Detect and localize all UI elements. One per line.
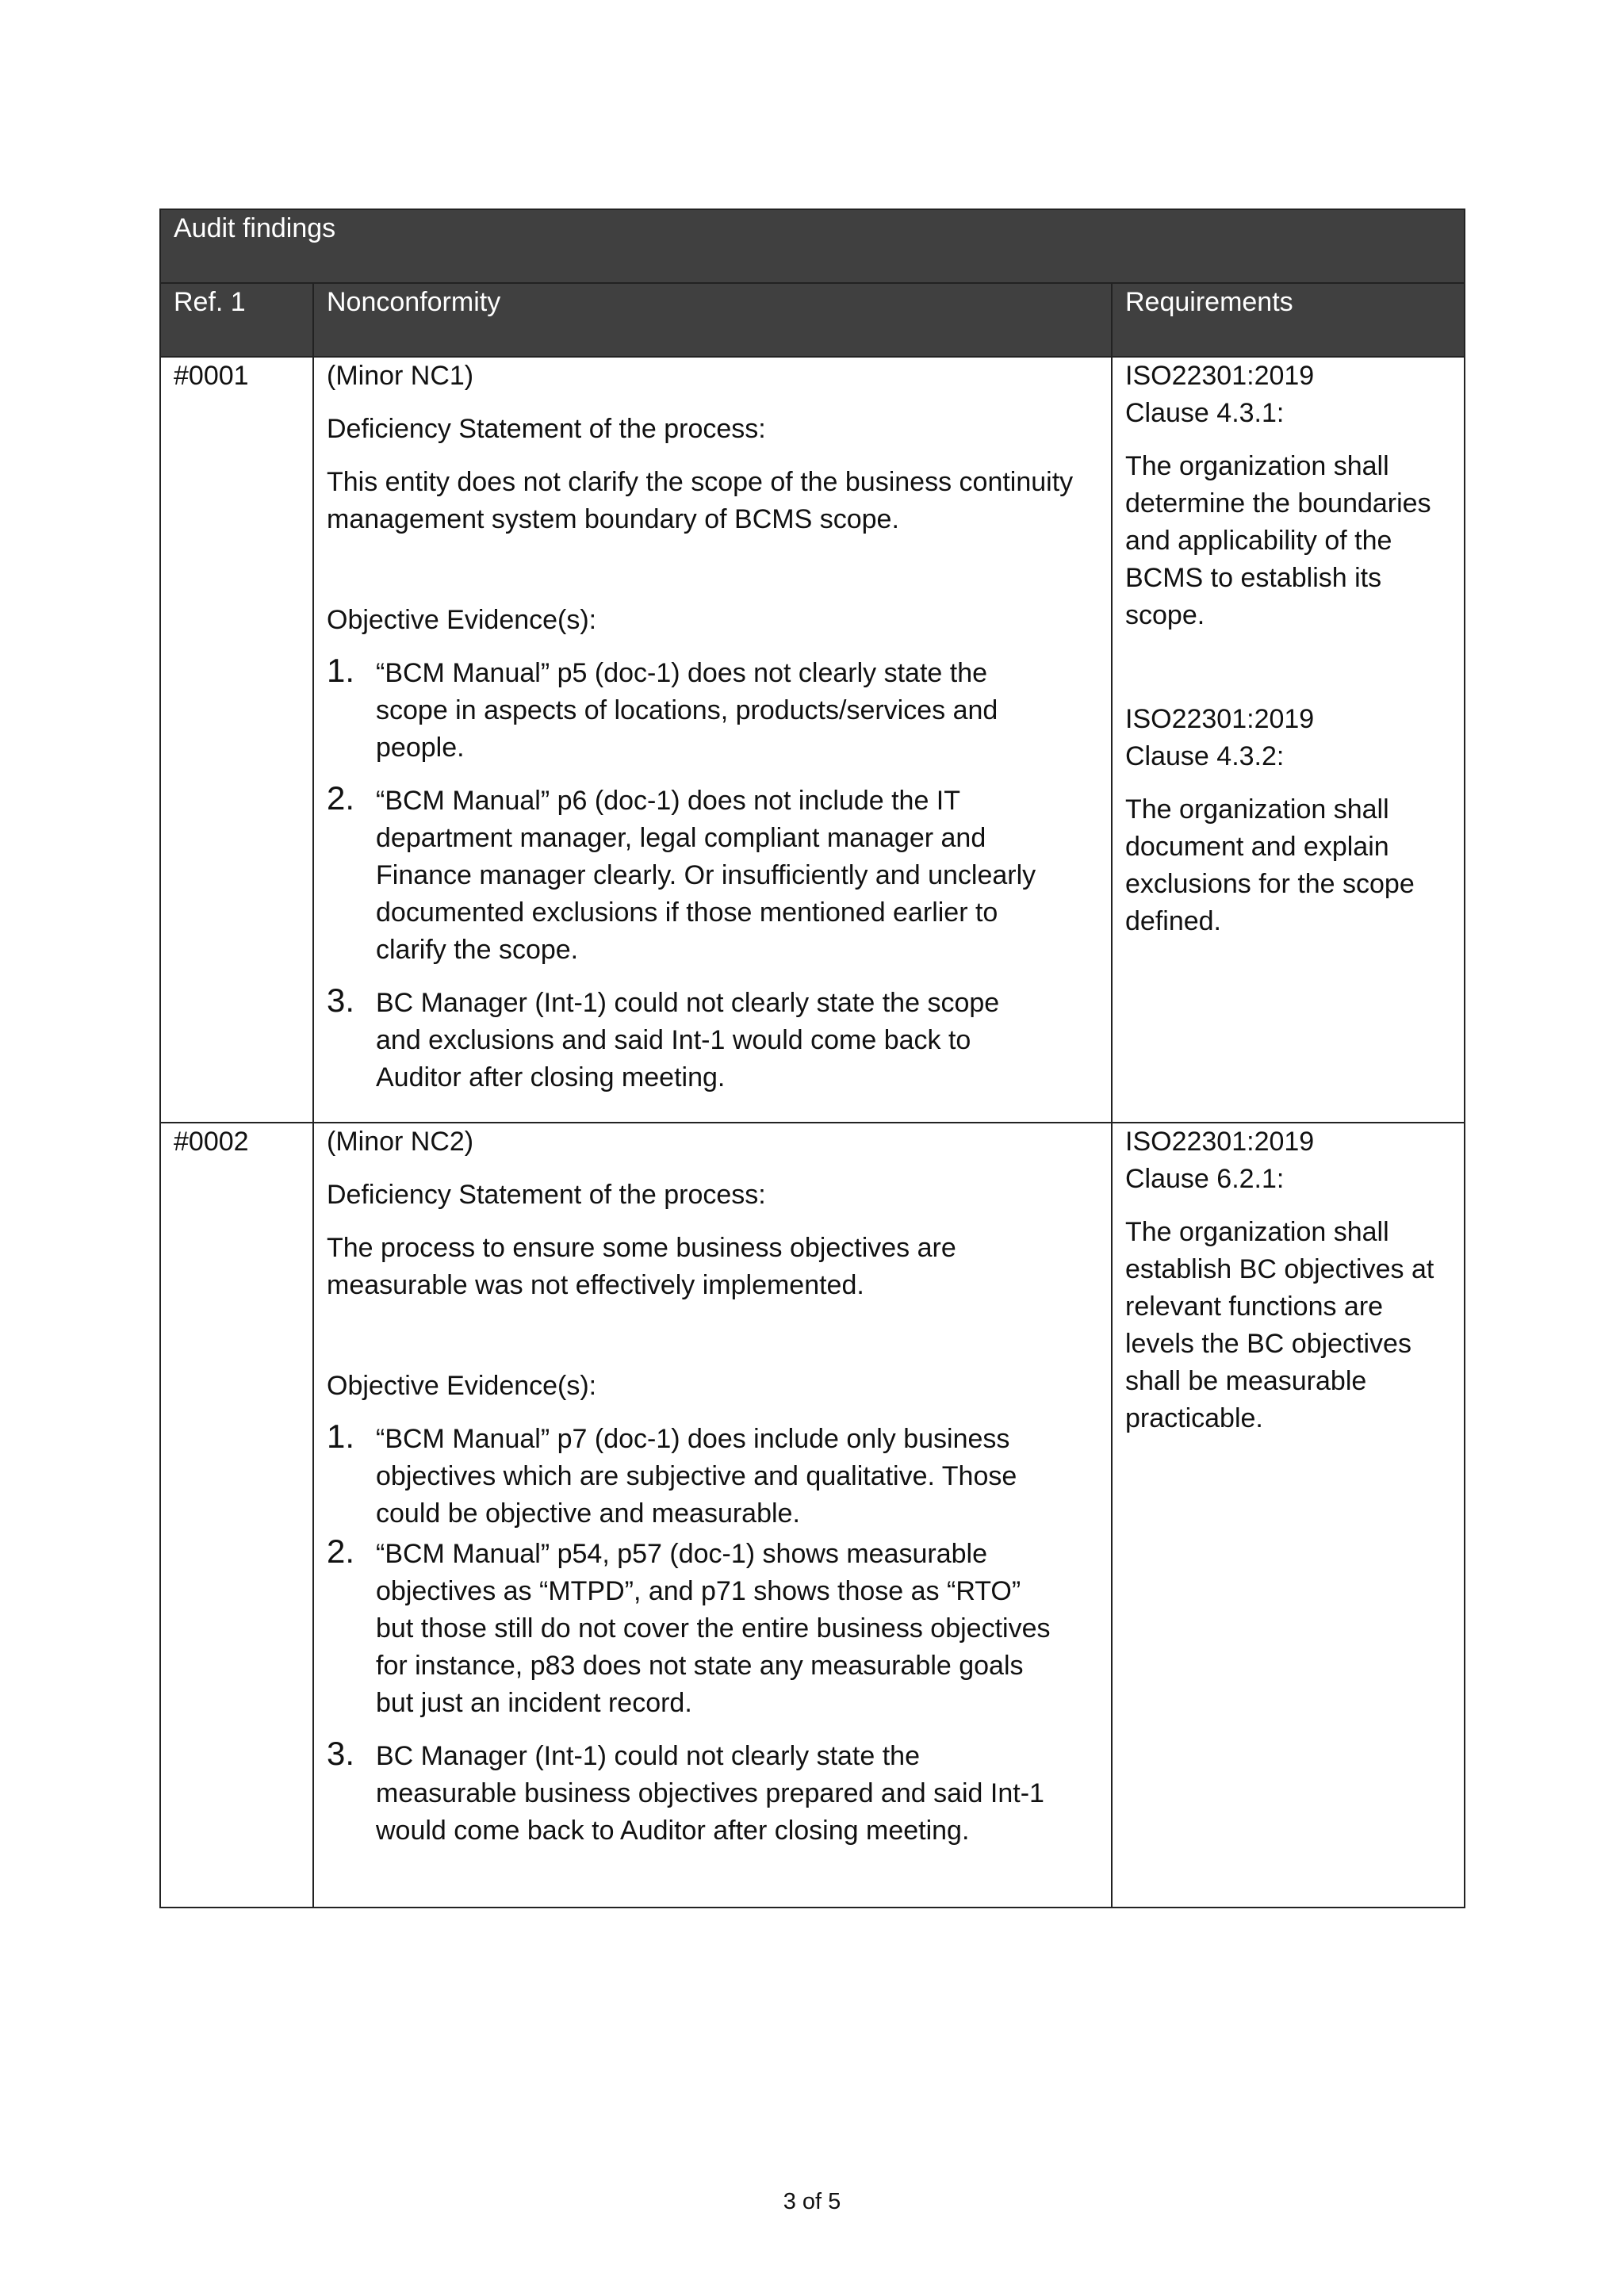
evidence-number: 2. xyxy=(327,779,355,817)
evidence-text: BC Manager (Int-1) could not clearly state the scope and exclusions and said Int-1 would come back to Auditor after closing meeting. xyxy=(376,988,1000,1093)
audit-findings-table xyxy=(159,209,1465,1908)
evidence-number: 3. xyxy=(327,982,355,1019)
finding-ref: #0002 xyxy=(160,1123,313,1908)
requirement-text: The organization shall document and explain exclusions for the scope defined. xyxy=(1125,794,1415,936)
evidence-number: 1. xyxy=(327,1418,355,1455)
evidence-text: BC Manager (Int-1) could not clearly state the measurable business objectives prepared and said Int-1 would come back to Auditor after closing meeting. xyxy=(376,1741,1044,1846)
list-item xyxy=(327,652,1098,767)
requirements-cell xyxy=(1112,357,1465,1123)
evidence-number: 3. xyxy=(327,1735,355,1772)
page-number: 3 of 5 xyxy=(783,2189,841,2214)
deficiency-text: The process to ensure some business objectives are measurable was not effectively implemented. xyxy=(327,1233,956,1300)
evidence-number: 1. xyxy=(327,652,355,689)
table-title-row xyxy=(160,209,1465,283)
requirement-standard: ISO22301:2019 xyxy=(1125,361,1315,391)
requirement-clause: Clause 6.2.1: xyxy=(1125,1164,1285,1194)
finding-ref: #0001 xyxy=(160,357,313,1123)
header-ref: Ref. 1 xyxy=(160,283,313,357)
evidence-text: “BCM Manual” p5 (doc-1) does not clearly state the scope in aspects of locations, products/services and people. xyxy=(376,658,998,763)
evidence-label: Objective Evidence(s): xyxy=(327,1371,597,1401)
requirement-clause: Clause 4.3.1: xyxy=(1125,398,1285,428)
header-requirements: Requirements xyxy=(1112,283,1465,357)
evidence-list xyxy=(327,1418,1098,1850)
table-header-row xyxy=(160,283,1465,357)
deficiency-text: This entity does not clarify the scope of the business continuity management system boundary of BCMS scope. xyxy=(327,467,1074,534)
evidence-text: “BCM Manual” p54, p57 (doc-1) shows measurable objectives as “MTPD”, and p71 shows those as “RTO” but those still do not cover the entire business objectives for instance, p83 does not state any measurable goals but just an incident record. xyxy=(376,1539,1051,1718)
list-item xyxy=(327,1533,1098,1722)
list-item xyxy=(327,779,1098,969)
nc-grade: (Minor NC1) xyxy=(327,361,474,391)
header-nonconformity: Nonconformity xyxy=(313,283,1112,357)
evidence-list xyxy=(327,652,1098,1096)
requirement-block xyxy=(1125,701,1451,940)
table-title: Audit findings xyxy=(160,209,1465,283)
requirement-text: The organization shall establish BC objectives at relevant functions are levels the BC objectives shall be measurable practicable. xyxy=(1125,1217,1434,1433)
nc-grade: (Minor NC2) xyxy=(327,1127,474,1157)
nonconformity-cell xyxy=(313,1123,1112,1908)
requirement-clause: Clause 4.3.2: xyxy=(1125,741,1285,771)
table-row xyxy=(160,357,1465,1123)
list-item xyxy=(327,1418,1098,1533)
table-row xyxy=(160,1123,1465,1908)
requirements-cell xyxy=(1112,1123,1465,1908)
requirement-standard: ISO22301:2019 xyxy=(1125,704,1315,734)
evidence-number: 2. xyxy=(327,1533,355,1570)
deficiency-label: Deficiency Statement of the process: xyxy=(327,414,766,444)
requirement-text: The organization shall determine the boundaries and applicability of the BCMS to establish its scope. xyxy=(1125,451,1431,630)
evidence-text: “BCM Manual” p6 (doc-1) does not include the IT department manager, legal compliant manager and Finance manager clearly. Or insufficiently and unclearly documented exclusions if those mentioned earlier to clarify the scope. xyxy=(376,786,1036,965)
list-item xyxy=(327,982,1098,1096)
requirement-standard: ISO22301:2019 xyxy=(1125,1127,1315,1157)
deficiency-label: Deficiency Statement of the process: xyxy=(327,1180,766,1210)
list-item xyxy=(327,1735,1098,1850)
evidence-label: Objective Evidence(s): xyxy=(327,605,597,635)
evidence-text: “BCM Manual” p7 (doc-1) does include only business objectives which are subjective and qualitative. Those could be objective and measurable. xyxy=(376,1424,1017,1529)
nonconformity-cell xyxy=(313,357,1112,1123)
